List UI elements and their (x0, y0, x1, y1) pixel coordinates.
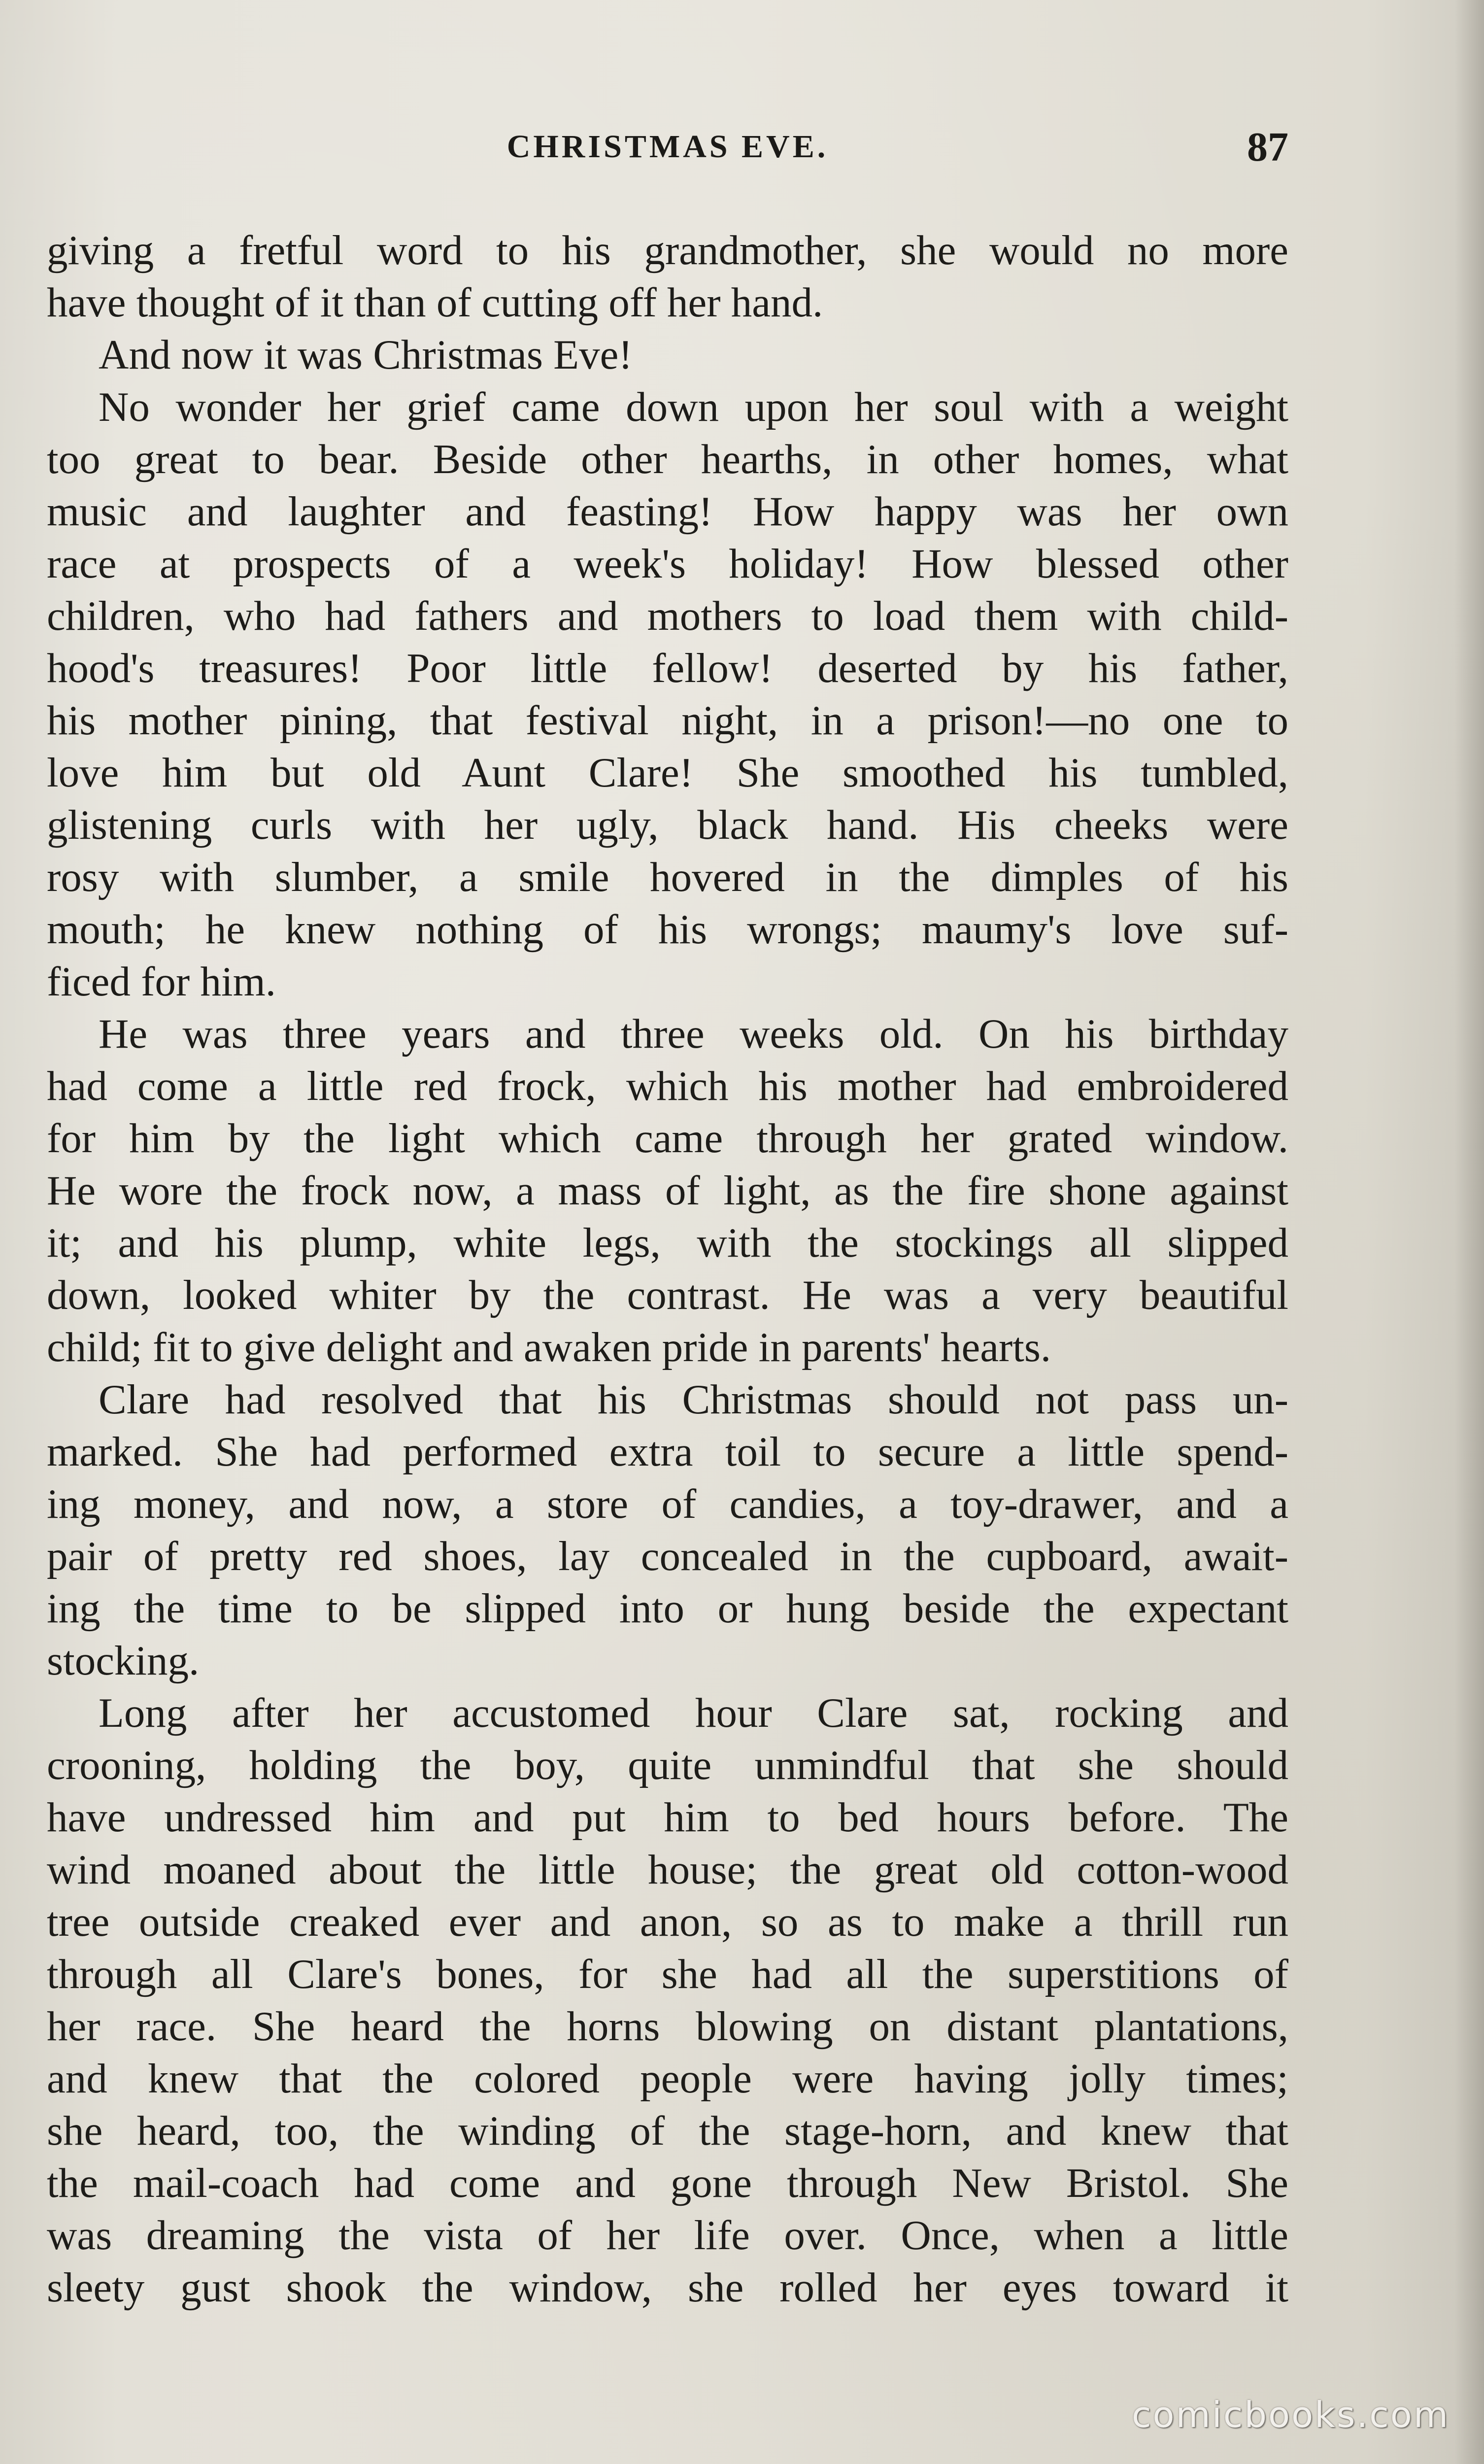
text-line: hood's treasures! Poor little fellow! deserted by his father, (47, 645, 1288, 691)
text-line: crooning, holding the boy, quite unmindful that she should (47, 1742, 1288, 1788)
text-line: too great to bear. Beside other hearths, in other homes, what (47, 436, 1288, 482)
text-line: have thought of it than of cutting off her hand. (47, 279, 823, 326)
page-number: 87 (1247, 124, 1288, 170)
text-line: child; fit to give delight and awaken pride in parents' hearts. (47, 1324, 1051, 1370)
text-line: have undressed him and put him to bed hours before. The (47, 1794, 1288, 1841)
text-line: his mother pining, that festival night, in a prison!—no one to (47, 697, 1288, 744)
page-edge-shadow (1454, 0, 1484, 2464)
text-line: glistening curls with her ugly, black hand. His cheeks were (47, 802, 1288, 848)
text-line: down, looked whiter by the contrast. He was a very beautiful (47, 1272, 1288, 1318)
text-line: ing the time to be slipped into or hung beside the expectant (47, 1585, 1288, 1632)
body-text (47, 224, 1288, 2314)
text-line: rosy with slumber, a smile hovered in the dimples of his (47, 854, 1288, 900)
text-line: He wore the frock now, a mass of light, as the fire shone against (47, 1167, 1288, 1214)
text-line: ing money, and now, a store of candies, a toy-drawer, and a (47, 1481, 1288, 1527)
text-line: Long after her accustomed hour Clare sat, rocking and (99, 1690, 1288, 1736)
watermark: comicbooks.com (1131, 2394, 1450, 2435)
text-line: love him but old Aunt Clare! She smoothed his tumbled, (47, 750, 1288, 796)
text-line: race at prospects of a week's holiday! How blessed other (47, 541, 1288, 587)
text-line: stocking. (47, 1638, 200, 1684)
text-line: children, who had fathers and mothers to load them with child- (47, 593, 1288, 639)
text-line: through all Clare's bones, for she had all the superstitions of (47, 1951, 1288, 1997)
text-line: wind moaned about the little house; the great old cotton-wood (47, 1847, 1288, 1893)
text-line: mouth; he knew nothing of his wrongs; maumy's love suf- (47, 906, 1288, 953)
text-line: ficed for him. (47, 958, 276, 1005)
text-line: it; and his plump, white legs, with the stockings all slipped (47, 1220, 1288, 1266)
text-line: for him by the light which came through her grated window. (47, 1115, 1288, 1162)
text-line: had come a little red frock, which his mother had embroidered (47, 1063, 1288, 1109)
text-line: the mail-coach had come and gone through New Bristol. She (47, 2160, 1288, 2206)
text-line: sleety gust shook the window, she rolled her eyes toward it (47, 2264, 1288, 2311)
text-line: tree outside creaked ever and anon, so as to make a thrill run (47, 1899, 1288, 1945)
running-head: CHRISTMAS EVE. (506, 129, 829, 165)
text-line: music and laughter and feasting! How happy was her own (47, 488, 1288, 535)
text-line: her race. She heard the horns blowing on distant plantations, (47, 2003, 1288, 2050)
text-line: Clare had resolved that his Christmas should not pass un- (99, 1376, 1288, 1423)
text-line: giving a fretful word to his grandmother, she would no more (47, 227, 1288, 274)
text-line: No wonder her grief came down upon her soul with a weight (99, 384, 1288, 430)
text-line: was dreaming the vista of her life over. Once, when a little (47, 2212, 1288, 2259)
text-line: marked. She had performed extra toil to secure a little spend- (47, 1429, 1288, 1475)
text-line: He was three years and three weeks old. On his birthday (99, 1011, 1288, 1057)
text-line: pair of pretty red shoes, lay concealed in the cupboard, await- (47, 1533, 1288, 1579)
text-line: and knew that the colored people were having jolly times; (47, 2055, 1288, 2102)
text-line: she heard, too, the winding of the stage-horn, and knew that (47, 2108, 1288, 2154)
page-header (47, 124, 1288, 187)
text-line: And now it was Christmas Eve! (99, 332, 633, 378)
